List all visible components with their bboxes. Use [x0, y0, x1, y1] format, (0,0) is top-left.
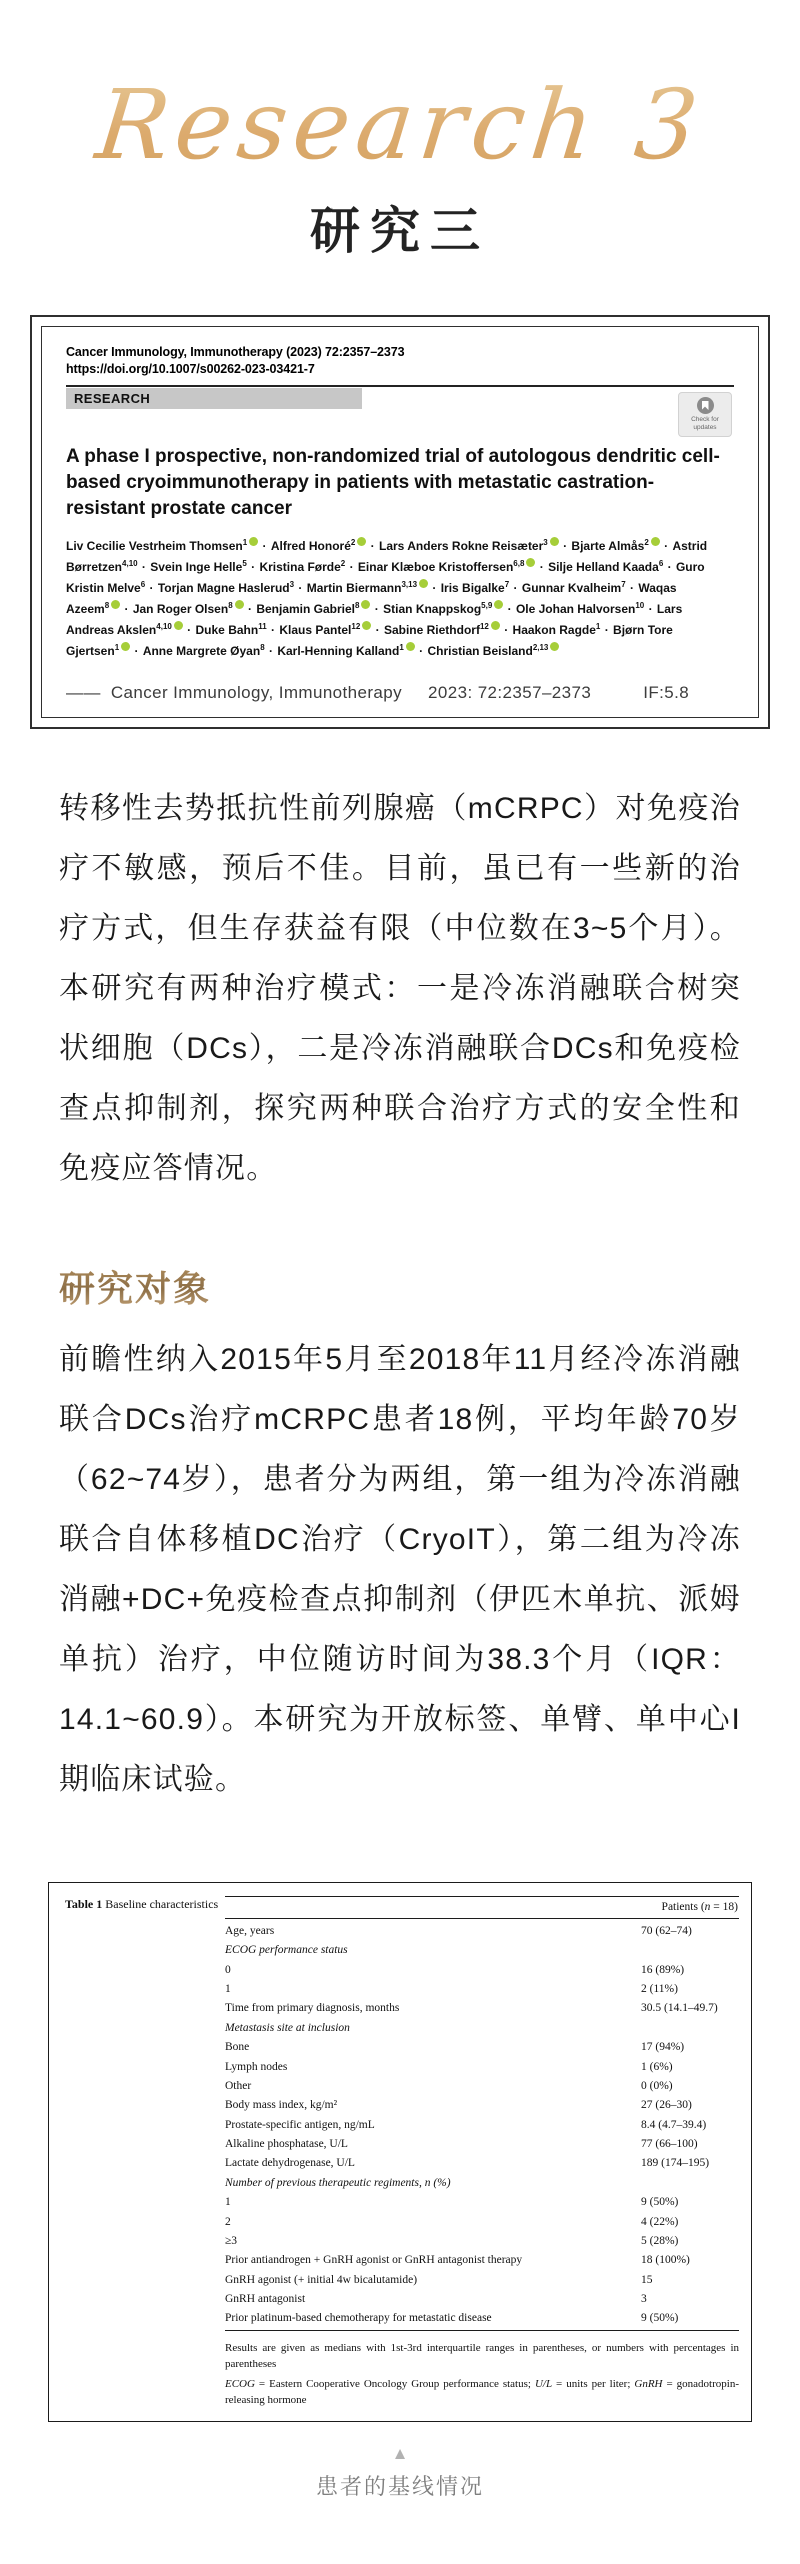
check-for-updates-button[interactable] [678, 392, 732, 437]
authors-block [66, 536, 708, 662]
paper-footer-citation [66, 683, 734, 703]
row-label: Prior antiandrogen + GnRH agonist or GnRH antagonist therapy [225, 2254, 523, 2267]
author-affiliation-sup: 3,13 [401, 580, 418, 590]
author-name: Iris Bigalke$^7$ [440, 580, 510, 596]
table-row [225, 2173, 739, 2192]
author-name: Anne Margrete Øyan$^8$ [142, 643, 265, 659]
author-affiliation-sup: 10 [635, 601, 645, 611]
text-segment: n [704, 1901, 711, 1914]
table-title: Baseline characteristics [105, 1897, 219, 1912]
author-affiliation-sup: 7 [504, 580, 510, 590]
baseline-table [225, 1921, 739, 2328]
author-separator: · [371, 602, 383, 617]
footer-dash: —— [66, 683, 101, 703]
row-label: Lactate dehydrogenase, U/L [225, 2157, 355, 2170]
orcid-icon [174, 621, 183, 630]
author-separator: · [660, 539, 672, 554]
table-row [225, 2018, 739, 2037]
row-value: 2 (11%) [641, 1983, 678, 1996]
row-label: 0 [225, 1963, 231, 1976]
orcid-icon [550, 642, 559, 651]
footer-journal-name: Cancer Immunology, Immunotherapy [110, 683, 403, 703]
table-label [65, 1896, 225, 2409]
author-separator: · [415, 644, 427, 659]
author-separator: · [664, 560, 675, 575]
orcid-icon [111, 600, 120, 609]
row-value: 189 (174–195) [641, 2157, 710, 2170]
row-label: ≥3 [225, 2234, 238, 2247]
row-value: 30.5 (14.1–49.7) [641, 2002, 718, 2015]
table-row [225, 1921, 739, 1940]
author-name: Ole Johan Halvorsen$^{10}$ [515, 601, 645, 617]
decorative-script-title: Research 3 [0, 55, 800, 195]
row-value: 3 [641, 2293, 647, 2306]
author-separator: · [510, 581, 521, 596]
footer-impact-factor: IF:5.8 [643, 683, 690, 703]
orcid-icon [651, 537, 660, 546]
table-header-rule [225, 1918, 739, 1919]
row-label: Prostate-specific antigen, ng/mL [225, 2118, 375, 2131]
orcid-icon [121, 642, 130, 651]
author-separator: · [601, 623, 613, 638]
table-main [225, 1896, 739, 2409]
author-separator: · [146, 581, 157, 596]
author-separator: · [429, 581, 440, 596]
author-affiliation-sup: 12 [351, 622, 361, 632]
author-affiliation-sup: 3 [289, 580, 295, 590]
author-affiliation-sup: 3 [543, 538, 548, 548]
orcid-icon [526, 558, 535, 567]
text-segment: = 18) [710, 1901, 738, 1914]
table-row [225, 2096, 739, 2115]
orcid-icon [491, 621, 500, 630]
author-separator: · [131, 644, 142, 659]
orcid-icon [419, 579, 428, 588]
table-row [225, 2212, 739, 2231]
table-row [225, 2038, 739, 2057]
author-name: Lars Anders Rokne Reisæter$^3$ [379, 539, 559, 553]
author-affiliation-sup: 1 [242, 538, 248, 548]
doi-link[interactable]: https://doi.org/10.1007/s00262-023-03421-7 [66, 362, 315, 376]
orcid-icon [235, 600, 244, 609]
row-label: Bone [225, 2041, 250, 2054]
orcid-icon [406, 642, 415, 651]
author-separator: · [367, 539, 378, 554]
row-label: Metastasis site at inclusion [225, 2021, 350, 2034]
author-name: Silje Helland Kaada$^6$ [548, 559, 664, 575]
table-row [225, 2193, 739, 2212]
author-affiliation-sup: 11 [258, 622, 267, 632]
table-row [225, 2309, 739, 2328]
baseline-table-body [225, 1921, 739, 2328]
author-name: Karl-Henning Kalland$^1$ [277, 644, 414, 658]
row-label: Age, years [225, 1924, 275, 1937]
author-name: Jan Roger Olsen$^8$ [133, 602, 244, 616]
study-subjects-paragraph: 前瞻性纳入2015年5月至2018年11月经冷冻消融联合DCs治疗mCRPC患者18例，平均年龄70岁（62~74岁），患者分为两组，第一组为冷冻消融联合自体移植DC治疗（CryoIT），第二组为冷冻消融+DC+免疫检查点抑制剂（伊匹木单抗、派姆单抗）治疗，中位随访时间为38.3个月（IQR：14.1~60.9）。本研究为开放标签、单臂、单中心I期临床试验。 [59, 1343, 741, 1797]
text-segment: = units per liter; [552, 2378, 635, 2391]
row-value: 5 (28%) [641, 2234, 679, 2247]
author-name: Christian Beisland$^{2,13}$ [427, 644, 559, 658]
author-affiliation-sup: 1 [114, 643, 120, 653]
table-row [225, 2231, 739, 2250]
orcid-icon [249, 537, 258, 546]
table-bottom-rule [225, 2330, 739, 2331]
check-badge-label-2: updates [693, 424, 717, 432]
row-value: 9 (50%) [641, 2312, 679, 2325]
row-label: Number of previous therapeutic regiments, n (%) [225, 2176, 451, 2189]
article-type-tag: RESEARCH [66, 388, 362, 409]
row-value: 0 (0%) [641, 2079, 673, 2092]
author-name: Waqas Azeem$^8$ [66, 581, 677, 617]
table-row [225, 1941, 739, 1960]
author-affiliation-sup: 6 [658, 559, 664, 569]
table-row [225, 1960, 739, 1979]
author-affiliation-sup: 4,10 [122, 559, 138, 569]
footer-citation: 2023: 72:2357–2373 [428, 683, 592, 703]
author-separator: · [183, 623, 195, 638]
author-name: Martin Biermann$^{3,13}$ [307, 581, 428, 595]
table-row [225, 1980, 739, 1999]
section-heading-study-subjects: 研究对象 [59, 1261, 741, 1312]
row-label: Lymph nodes [225, 2060, 288, 2073]
row-label: GnRH antagonist [225, 2293, 306, 2306]
table-row [225, 2076, 739, 2095]
text-segment: ECOG [225, 2378, 255, 2391]
table-row [225, 2154, 739, 2173]
orcid-icon [494, 600, 503, 609]
author-name: Alfred Honoré$^2$ [271, 539, 366, 553]
row-value [641, 2018, 739, 2037]
author-name: Bjarte Almås$^2$ [571, 539, 659, 553]
paper-title: A phase I prospective, non-randomized trial of autologous dendritic cell-based cryoimmunotherapy in patients with metastatic castration-resistant prostate cancer [66, 446, 720, 519]
orcid-icon [550, 537, 559, 546]
author-name: Sabine Riethdorf$^{12}$ [384, 623, 500, 637]
author-separator: · [504, 602, 515, 617]
author-name: Guro Kristin Melve$^6$ [66, 560, 705, 596]
author-affiliation-sup: 12 [479, 622, 489, 632]
row-value: 17 (94%) [641, 2041, 685, 2054]
table-row [225, 2135, 739, 2154]
author-separator: · [295, 581, 306, 596]
author-name: Stian Knappskog$^{5,9}$ [383, 602, 503, 616]
author-affiliation-sup: 6 [140, 580, 146, 590]
check-badge-label-1: Check for [691, 416, 719, 423]
patients-column-header [225, 1897, 739, 1918]
row-label: 1 [225, 1983, 231, 1996]
text-segment: GnRH [634, 2378, 663, 2391]
author-separator: · [259, 539, 270, 554]
text-segment: = Eastern Cooperative Oncology Group performance status; [254, 2378, 535, 2391]
author-affiliation-sup: 5 [242, 559, 247, 569]
row-label: Body mass index, kg/m² [225, 2099, 338, 2112]
author-name: Lars Andreas Akslen$^{4,10}$ [66, 602, 683, 638]
author-name: Gunnar Kvalheim$^7$ [521, 580, 626, 596]
caption-arrow-icon: ▲ [391, 2444, 409, 2464]
author-affiliation-sup: 2 [340, 559, 346, 569]
research-paper-screenshot [30, 315, 770, 729]
author-separator: · [626, 581, 638, 596]
row-value: 77 (66–100) [641, 2138, 698, 2151]
bookmark-icon [697, 397, 714, 414]
table-row [225, 1999, 739, 2018]
row-label: 1 [225, 2196, 231, 2209]
author-separator: · [559, 539, 571, 554]
author-separator: · [372, 623, 383, 638]
journal-citation-line: Cancer Immunology, Immunotherapy (2023) 72:2357–2373 [66, 345, 405, 359]
author-affiliation-sup: 8 [355, 601, 360, 611]
author-affiliation-sup: 5,9 [481, 601, 493, 611]
author-name: Benjamin Gabriel$^8$ [256, 602, 370, 616]
author-separator: · [121, 602, 132, 617]
row-value: 27 (26–30) [641, 2099, 692, 2112]
author-affiliation-sup: 2 [644, 538, 649, 548]
row-label: Other [225, 2079, 252, 2092]
table-footnote-2 [225, 2377, 739, 2409]
table-row [225, 2115, 739, 2134]
text-segment: = gonadotropin-releasing hormone [225, 2378, 739, 2407]
author-separator: · [138, 560, 150, 575]
table-row [225, 2270, 739, 2289]
row-value: 18 (100%) [641, 2254, 690, 2267]
row-label: 2 [225, 2215, 231, 2228]
author-separator: · [536, 560, 548, 575]
row-value: 9 (50%) [641, 2196, 679, 2209]
table-row [225, 2251, 739, 2270]
text-segment: Patients ( [661, 1901, 705, 1914]
author-affiliation-sup: 8 [104, 601, 110, 611]
author-name: Svein Inge Helle$^5$ [150, 559, 247, 575]
row-value [641, 2173, 739, 2192]
baseline-table-screenshot [48, 1882, 752, 2422]
author-separator: · [645, 602, 656, 617]
paper-inner-frame [41, 326, 759, 718]
author-affiliation-sup: 8 [260, 643, 265, 653]
author-name: Haakon Ragde$^1$ [512, 622, 601, 638]
row-value: 4 (22%) [641, 2215, 679, 2228]
author-affiliation-sup: 2,13 [532, 643, 549, 653]
author-affiliation-sup: 4,10 [156, 622, 172, 632]
row-label: Time from primary diagnosis, months [225, 2002, 400, 2015]
row-value: 1 (6%) [641, 2060, 673, 2073]
table-row [225, 2057, 739, 2076]
table-number: Table 1 [65, 1897, 103, 1912]
row-label: Alkaline phosphatase, U/L [225, 2138, 348, 2151]
row-value: 70 (62–74) [641, 1924, 692, 1937]
row-value: 8.4 (4.7–39.4) [641, 2118, 707, 2131]
author-name: Klaus Pantel$^{12}$ [279, 623, 371, 637]
author-name: Bjørn Tore Gjertsen$^1$ [66, 623, 673, 659]
author-affiliation-sup: 8 [228, 601, 233, 611]
author-separator: · [265, 644, 277, 659]
row-label: GnRH agonist (+ initial 4w bicalutamide) [225, 2273, 418, 2286]
author-separator: · [500, 623, 512, 638]
table-footnote-1: Results are given as medians with 1st-3rd interquartile ranges in parentheses, or numbers with percentages in parentheses [225, 2342, 739, 2371]
row-value: 15 [641, 2273, 653, 2286]
row-label: ECOG performance status [225, 1944, 348, 1957]
orcid-icon [361, 600, 370, 609]
author-affiliation-sup: 2 [350, 538, 356, 548]
author-name: Liv Cecilie Vestrheim Thomsen$^1$ [66, 539, 258, 553]
author-name: Einar Klæboe Kristoffersen$^{6,8}$ [358, 560, 536, 574]
author-name: Astrid Børretzen$^{4,10}$ [66, 539, 708, 575]
author-name: Duke Bahn$^{11}$ [195, 622, 267, 638]
author-separator: · [267, 623, 279, 638]
intro-paragraph: 转移性去势抵抗性前列腺癌（mCRPC）对免疫治疗不敏感，预后不佳。目前，虽已有一些新的治疗方式，但生存获益有限（中位数在3~5个月）。本研究有两种治疗模式：一是冷冻消融联合树突状细胞（DCs），二是冷冻消融联合DCs和免疫检查点抑制剂，探究两种联合治疗方式的安全性和免疫应答情况。 [59, 792, 741, 1186]
author-affiliation-sup: 1 [399, 643, 404, 653]
row-value: 16 (89%) [641, 1963, 685, 1976]
orcid-icon [362, 621, 371, 630]
row-value [641, 1941, 739, 1960]
table-row [225, 2290, 739, 2309]
text-segment: U/L [534, 2378, 553, 2391]
orcid-icon [357, 537, 366, 546]
author-affiliation-sup: 1 [595, 622, 601, 632]
row-label: Prior platinum-based chemotherapy for metastatic disease [225, 2312, 492, 2325]
author-affiliation-sup: 7 [621, 580, 626, 590]
header-rule [66, 385, 734, 431]
author-affiliation-sup: 6,8 [513, 559, 525, 569]
author-name: Torjan Magne Haslerud$^3$ [157, 580, 295, 596]
author-separator: · [247, 560, 259, 575]
author-separator: · [244, 602, 256, 617]
page-title: 研究三 [310, 203, 490, 259]
author-separator: · [346, 560, 357, 575]
author-name: Kristina Førde$^2$ [259, 559, 346, 575]
figure-caption: 患者的基线情况 [315, 2474, 484, 2500]
